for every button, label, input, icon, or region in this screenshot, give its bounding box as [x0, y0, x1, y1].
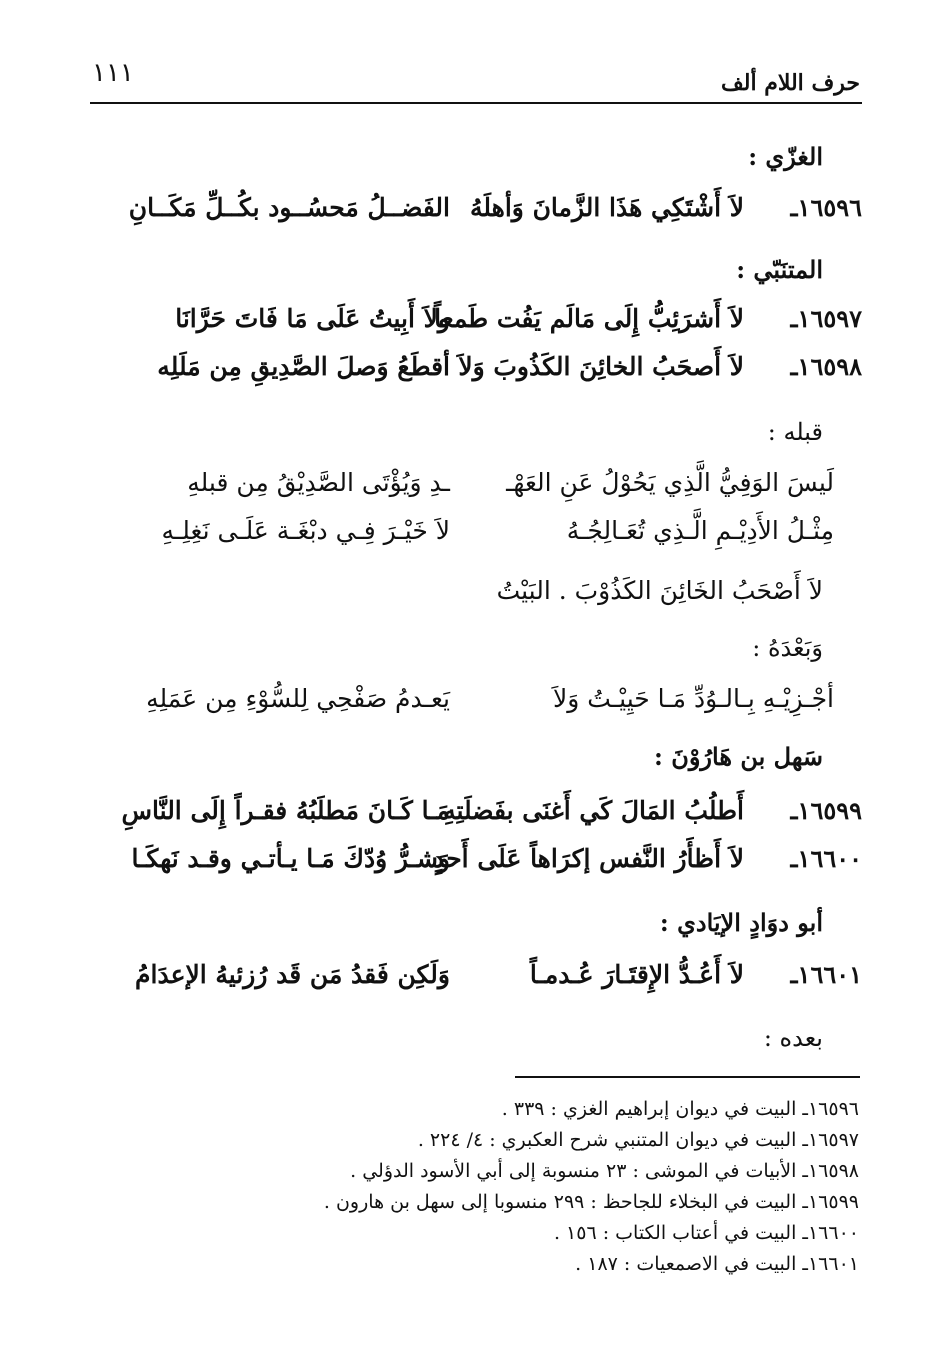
second-hemistich: مَـا كَـانَ مَطلَبُهُ فقـراً إِلَى النَّاسِ [121, 796, 450, 825]
verse-16599 [110, 796, 862, 836]
second-hemistich: وَشـرُّ وُدّكَ مَـا يـأتـي وقـد نَهكَـا [131, 844, 450, 873]
poet-name: المتنَبّي : [736, 255, 823, 284]
chapter-title: حرف اللام ألف [720, 70, 860, 96]
second-hemistich: لاَ خَيْـرَ فِـي دبْغَـة عَلَـى نَغِلِـهِ [161, 516, 450, 545]
second-hemistich: الفَضــلُ مَحسُــود بكُــلِّ مَكَــانِ [128, 193, 450, 222]
first-hemistich: لاَ أَظأَرُ النَّفس إكرَاهاً عَلَى أَحدٍ [433, 844, 744, 873]
section-label: قبله : [767, 418, 823, 446]
first-hemistich: لاَ أَشرَئِبُّ إِلَى مَالَم يَفُت طَمعاً [434, 304, 744, 333]
first-hemistich: لَيسَ الوَفِيُّ الَّذِي يَحُوْلُ عَنِ العَهْـ [506, 468, 834, 497]
first-hemistich: لاَ أَعُـدُّ الإِقتَـارَ عُـدمـاً [529, 960, 744, 989]
poet-name: الغزّي : [748, 142, 823, 171]
verse-16598 [110, 352, 862, 392]
verse-16596 [110, 193, 862, 233]
first-hemistich: لاَ أَصحَبُ الخائِنَ الكَذُوبَ وَلاَ [458, 352, 744, 381]
section-label: بعده : [763, 1024, 823, 1052]
second-hemistich: يَعـدمُ صَفْحِي لِلسُّوْءِ مِن عَمَلِهِ [146, 684, 450, 713]
first-hemistich: أَطلُبُ المَالَ كَي أَغنَى بفَضلَتِهِ [443, 796, 744, 825]
page-number: ١١١ [92, 58, 134, 88]
verse-16601 [110, 960, 862, 1000]
verse-quoted [110, 684, 862, 724]
footnote: ١٦٥٩٧ـ البيت في ديوان المتنبي شرح العكبري : ٤/ ٢٢٤ . [417, 1129, 859, 1151]
header-divider [90, 102, 862, 104]
section-label: وَبَعْدَهُ : [752, 634, 823, 662]
page-header [92, 58, 860, 104]
verse-number: ١٦٥٩٩ـ [790, 796, 862, 825]
verse-number: ١٦٥٩٨ـ [790, 352, 862, 381]
verse-number: ١٦٥٩٧ـ [790, 304, 862, 333]
verse-number: ١٦٦٠٠ـ [790, 844, 862, 873]
footnotes [159, 1098, 859, 1284]
verse-quoted [110, 516, 862, 556]
footnote: ١٦٦٠١ـ البيت في الاصمعيات : ١٨٧ . [575, 1253, 859, 1275]
verse-quoted [110, 468, 862, 508]
first-hemistich: مِثْـلُ الأَدِيْـمِ الَّـذِي تُعَـالِجُـهُ [566, 516, 834, 545]
second-hemistich: وَلَكِن فَقدُ مَن قَد رُزئيهُ الإعدَامُ [135, 960, 450, 989]
poet-name: سَهل بن هَارُوْنَ : [654, 742, 823, 771]
first-hemistich: أجْـزِيْـهِ بِـالـوُدِّ مَـا حَيِيْـتُ وَلاَ [553, 684, 834, 713]
first-hemistich: لاَ أَشْتَكِي هَذَا الزَّمانَ وَأهلَهُ [469, 193, 744, 222]
verse-16600 [110, 844, 862, 884]
second-hemistich: ـدِ وَيُؤْتَى الصَّدِيْقُ مِن قبلهِ [187, 468, 450, 497]
quoted-line: لاَ أَصْحَبُ الخَائِنَ الكَذُوْبَ . البَيْتُ [496, 576, 823, 605]
verse-16597 [110, 304, 862, 344]
verse-number: ١٦٦٠١ـ [790, 960, 862, 989]
footnote: ١٦٦٠٠ـ البيت في أعتاب الكتاب : ١٥٦ . [553, 1222, 859, 1244]
footnote: ١٦٥٩٩ـ البيت في البخلاء للجاحظ : ٢٩٩ منسوبا إلى سهل بن هارون . [323, 1191, 859, 1213]
poet-name: أبو دوَادٍ الإيَادي : [659, 908, 823, 937]
verse-number: ١٦٥٩٦ـ [790, 193, 862, 222]
second-hemistich: ولاَ أَبِيتُ عَلَى مَا فَاتَ حَرَّانَا [175, 304, 450, 333]
footnote: ١٦٥٩٨ـ الأبيات في الموشى : ٢٣ منسوبة إلى أبي الأسود الدؤلي . [350, 1160, 859, 1182]
footnote-divider [515, 1076, 860, 1078]
footnote: ١٦٥٩٦ـ البيت في ديوان إبراهيم الغزي : ٣٣٩ . [501, 1098, 859, 1120]
second-hemistich: أقطَعُ وَصلَ الصَّدِيقِ مِن مَلَلِه [157, 352, 450, 381]
